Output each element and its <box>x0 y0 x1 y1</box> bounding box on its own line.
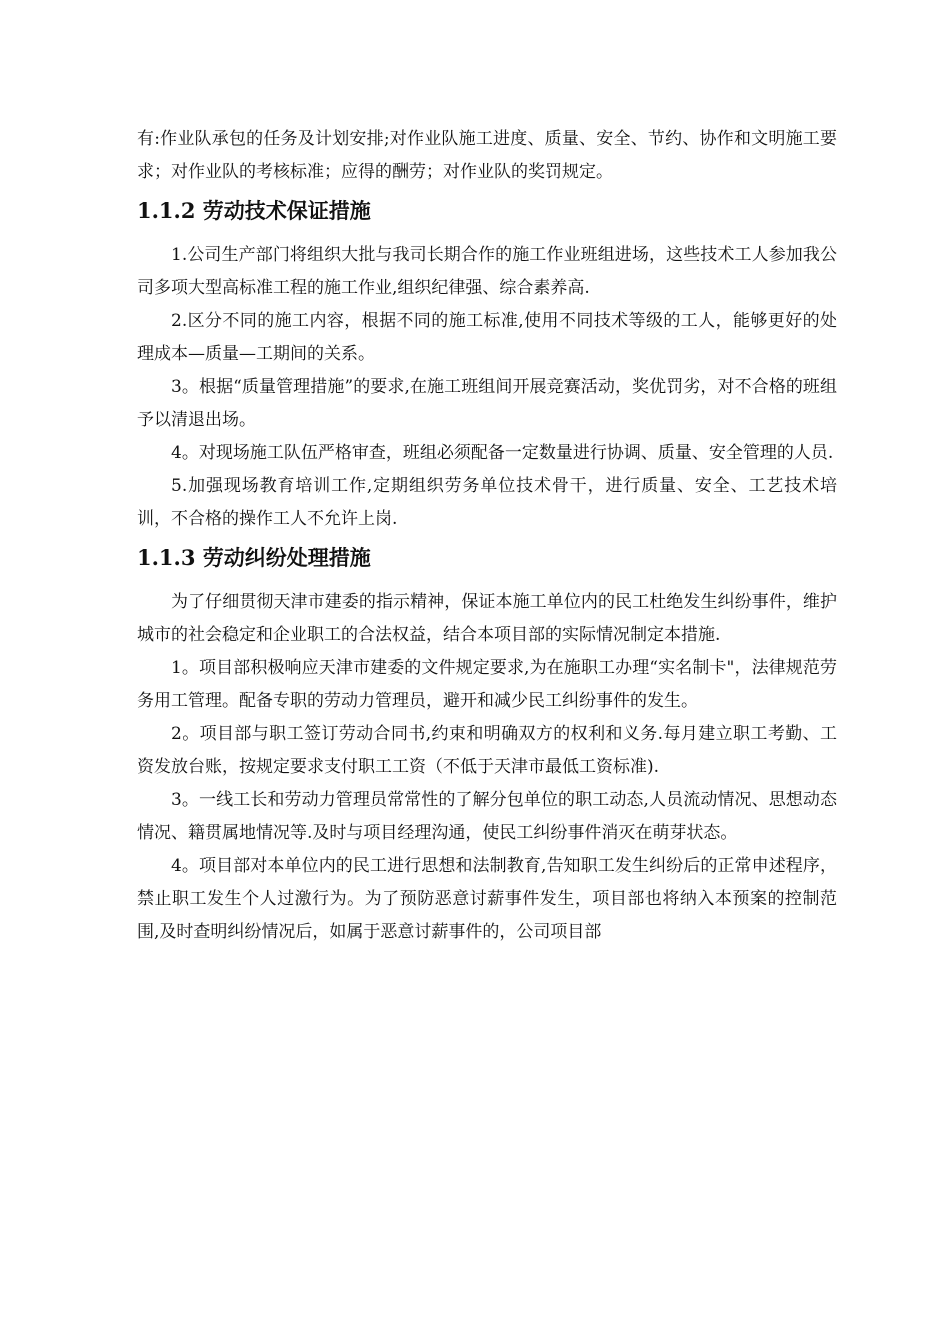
list-item: 2。项目部与职工签订劳动合同书,约束和明确双方的权利和义务.每月建立职工考勤、工资发放台账，按规定要求支付职工工资（不低于天津市最低工资标准). <box>137 724 837 777</box>
list-item: 1。项目部积极响应天津市建委的文件规定要求,为在施职工办理“实名制卡"，法律规范劳务用工管理。配备专职的劳动力管理员，避开和减少民工纠纷事件的发生。 <box>137 658 837 711</box>
list-item: 4。项目部对本单位内的民工进行思想和法制教育,告知职工发生纠纷后的正常申述程序，禁止职工发生个人过激行为。为了预防恶意讨薪事件发生，项目部也将纳入本预案的控制范围,及时查明纠纷情况后，如属于恶意讨薪事件的，公司项目部 <box>137 856 837 942</box>
list-item: 3。一线工长和劳动力管理员常常性的了解分包单位的职工动态,人员流动情况、思想动态情况、籍贯属地情况等.及时与项目经理沟通，使民工纠纷事件消灭在萌芽状态。 <box>137 790 837 843</box>
list-item: 1.公司生产部门将组织大批与我司长期合作的施工作业班组进场，这些技术工人参加我公司多项大型高标准工程的施工作业,组织纪律强、综合素养高. <box>137 245 837 298</box>
list-item: 5.加强现场教育培训工作,定期组织劳务单位技术骨干，进行质量、安全、工艺技术培训，不合格的操作工人不允许上岗. <box>137 476 837 529</box>
section-heading-1-1-3: 1.1.3 劳动纠纷处理措施 <box>137 545 371 570</box>
document-body <box>137 123 837 949</box>
list-item: 4。对现场施工队伍严格审查，班组必须配备一定数量进行协调、质量、安全管理的人员. <box>171 443 834 463</box>
section-heading-1-1-2: 1.1.2 劳动技术保证措施 <box>137 198 371 223</box>
list-item: 2.区分不同的施工内容，根据不同的施工标准,使用不同技术等级的工人，能够更好的处理成本—质量—工期间的关系。 <box>137 311 837 364</box>
section-intro-paragraph: 为了仔细贯彻天津市建委的指示精神，保证本施工单位内的民工杜绝发生纠纷事件，维护城市的社会稳定和企业职工的合法权益，结合本项目部的实际情况制定本措施. <box>137 592 837 645</box>
list-item: 3。根据“质量管理措施”的要求,在施工班组间开展竞赛活动，奖优罚劣，对不合格的班组予以清退出场。 <box>137 377 837 430</box>
intro-paragraph: 有:作业队承包的任务及计划安排;对作业队施工进度、质量、安全、节约、协作和文明施工要求；对作业队的考核标准；应得的酬劳；对作业队的奖罚规定。 <box>137 129 837 182</box>
